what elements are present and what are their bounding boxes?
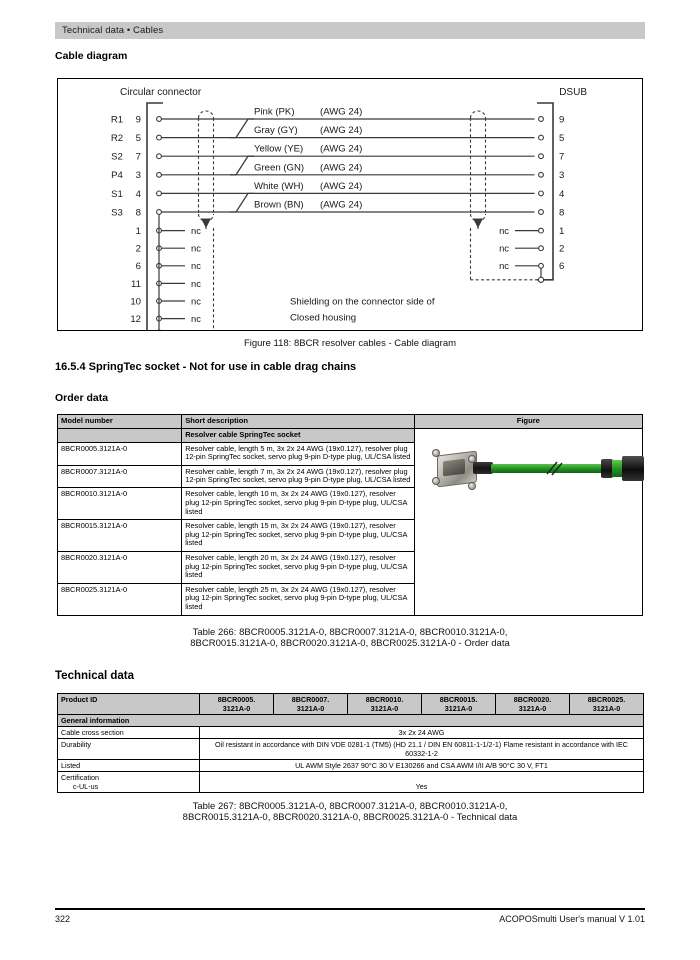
cell-description: Resolver cable, length 15 m, 3x 2x 24 AWG (19x0.127), resolver plug 12-pin SpringTec socket, servo plug 9-pin D-type plug, UL/CSA listed xyxy=(182,520,414,552)
row-label-certification xyxy=(58,772,200,793)
cell-model-number: 8BCR0020.3121A-0 xyxy=(58,552,182,584)
shielding-note-line2: Closed housing xyxy=(290,312,357,324)
cell-description: Resolver cable, length 7 m, 3x 2x 24 AWG (19x0.127), resolver plug 12-pin SpringTec socket, servo plug 9-pin D-type plug, UL/CSA listed xyxy=(182,465,414,488)
cell-model-number: 8BCR0025.3121A-0 xyxy=(58,583,182,615)
left-nc-pin-number: 11 xyxy=(131,278,141,290)
row-value-durability: Oil resistant in accordance with DIN VDE 0281-1 (TM5) (HD 21.1 / DIN EN 60811-1-1/2-1) Flame resistant in accordance with IEC 60332-1-2 xyxy=(200,739,644,760)
signal-label: R1 xyxy=(110,114,124,126)
wire-awg-label: (AWG 24) xyxy=(320,162,363,174)
wire-color-label: Yellow (YE) xyxy=(254,143,304,155)
cable-diagram-svg xyxy=(58,79,642,330)
product-id-line2: 3121A-0 xyxy=(370,704,399,713)
right-pin-number: 9 xyxy=(559,114,565,126)
certification-label: Certification xyxy=(61,773,99,782)
cell-description: Resolver cable, length 25 m, 3x 2x 24 AWG (19x0.127), resolver plug 12-pin SpringTec socket, servo plug 9-pin D-type plug, UL/CSA listed xyxy=(182,583,414,615)
signal-label: S3 xyxy=(111,207,123,219)
left-pin-number: 8 xyxy=(135,207,141,219)
cell-model-number: 8BCR0005.3121A-0 xyxy=(58,442,182,465)
group-row-general-information: General information xyxy=(58,715,644,727)
product-id-line1: 8BCR0007. xyxy=(291,695,330,704)
right-pin-number: 4 xyxy=(559,188,565,200)
wire-color-label: Pink (PK) xyxy=(254,106,295,118)
row-label-durability: Durability xyxy=(58,739,200,760)
nc-label: nc xyxy=(191,242,201,254)
product-id-line1: 8BCR0015. xyxy=(439,695,478,704)
column-header-product-2 xyxy=(348,694,422,715)
table-header-row xyxy=(58,694,644,715)
order-data-heading: Order data xyxy=(55,392,109,404)
springtec-plug-body xyxy=(622,456,644,481)
table-267-caption-line2: 8BCR0015.3121A-0, 8BCR0020.3121A-0, 8BCR0025.3121A-0 - Technical data xyxy=(182,812,518,823)
cable-break-symbol xyxy=(543,457,567,481)
row-value-certification: Yes xyxy=(200,772,644,793)
left-pin-number: 4 xyxy=(135,188,141,200)
nc-label: nc xyxy=(499,260,509,272)
product-id-line2: 3121A-0 xyxy=(518,704,547,713)
nc-label: nc xyxy=(191,277,201,289)
left-pin-number: 9 xyxy=(135,114,141,126)
nc-label: nc xyxy=(191,313,201,324)
product-id-line2: 3121A-0 xyxy=(592,704,621,713)
right-pin-number: 3 xyxy=(559,170,565,182)
table-267-caption-line1: Table 267: 8BCR0005.3121A-0, 8BCR0007.3121A-0, 8BCR0010.3121A-0, xyxy=(192,801,508,812)
column-header-product-0 xyxy=(200,694,274,715)
row-label-listed: Listed xyxy=(58,760,200,772)
dsub-screw-icon xyxy=(432,449,440,457)
left-nc-pin-number: 12 xyxy=(130,314,141,325)
footer-rule xyxy=(55,908,645,910)
order-data-table xyxy=(57,414,643,616)
cable-diagram-figure xyxy=(57,78,643,331)
column-header-product-5 xyxy=(570,694,644,715)
left-nc-pin-number: 1 xyxy=(135,226,141,237)
nc-label: nc xyxy=(191,260,201,272)
shielding-note-line1: Shielding on the connector side of xyxy=(290,296,435,308)
column-header-product-id: Product ID xyxy=(58,694,200,715)
row-value-cable-cross-section: 3x 2x 24 AWG xyxy=(200,727,644,739)
page-number: 322 xyxy=(55,914,71,924)
dsub-screw-icon xyxy=(468,482,476,490)
table-row xyxy=(58,772,644,793)
table-266-caption-line1: Table 266: 8BCR0005.3121A-0, 8BCR0007.3121A-0, 8BCR0010.3121A-0, xyxy=(192,627,508,638)
cable-diagram-heading: Cable diagram xyxy=(55,50,128,62)
cable-product-photo xyxy=(415,429,642,615)
product-id-line1: 8BCR0005. xyxy=(217,695,256,704)
column-header-description: Short description xyxy=(182,415,414,429)
nc-label: nc xyxy=(499,242,509,254)
wire-awg-label: (AWG 24) xyxy=(320,106,363,118)
nc-label: nc xyxy=(499,225,509,236)
dsub-connector-face xyxy=(443,458,465,476)
springtec-plug-band xyxy=(612,460,623,477)
table-header-row xyxy=(58,415,643,429)
column-header-model: Model number xyxy=(58,415,182,429)
wire-color-label: Green (GN) xyxy=(254,162,305,174)
right-nc-pin-number: 2 xyxy=(559,243,565,255)
wire-awg-label: (AWG 24) xyxy=(320,143,363,155)
cell-description: Resolver cable, length 20 m, 3x 2x 24 AWG (19x0.127), resolver plug 12-pin SpringTec socket, servo plug 9-pin D-type plug, UL/CSA listed xyxy=(182,552,414,584)
product-id-line1: 8BCR0020. xyxy=(513,695,552,704)
group-row-spacer xyxy=(58,428,182,442)
table-row xyxy=(58,760,644,772)
left-pin-number: 7 xyxy=(135,151,141,163)
technical-data-table xyxy=(57,693,644,793)
signal-label: S2 xyxy=(111,151,123,163)
signal-label: R2 xyxy=(110,133,124,144)
right-pin-number: 5 xyxy=(559,133,565,144)
wire-awg-label: (AWG 24) xyxy=(320,180,363,192)
nc-label: nc xyxy=(191,295,201,307)
product-id-line2: 3121A-0 xyxy=(296,704,325,713)
section-heading: 16.5.4 SpringTec socket - Not for use in cable drag chains xyxy=(55,361,357,373)
left-connector-title: Circular connector xyxy=(120,87,202,98)
wire-color-label: Gray (GY) xyxy=(254,125,298,137)
product-id-line2: 3121A-0 xyxy=(444,704,473,713)
column-header-product-3 xyxy=(422,694,496,715)
cell-description: Resolver cable, length 5 m, 3x 2x 24 AWG (19x0.127), resolver plug 12-pin SpringTec socket, servo plug 9-pin D-type plug, UL/CSA listed xyxy=(182,442,414,465)
product-id-line1: 8BCR0010. xyxy=(365,695,404,704)
cell-description: Resolver cable, length 10 m, 3x 2x 24 AWG (19x0.127), resolver plug 12-pin SpringTec socket, servo plug 9-pin D-type plug, UL/CSA listed xyxy=(182,488,414,520)
row-label-cable-cross-section: Cable cross section xyxy=(58,727,200,739)
column-header-product-4 xyxy=(496,694,570,715)
left-pin-number: 3 xyxy=(135,170,141,182)
wire-color-label: White (WH) xyxy=(254,180,304,192)
table-group-row xyxy=(58,428,643,442)
cell-model-number: 8BCR0007.3121A-0 xyxy=(58,465,182,488)
product-id-line2: 3121A-0 xyxy=(222,704,251,713)
column-header-product-1 xyxy=(274,694,348,715)
column-header-figure: Figure xyxy=(414,415,642,429)
group-row-label: Resolver cable SpringTec socket xyxy=(182,428,414,442)
footer-manual-title: ACOPOSmulti User's manual V 1.01 xyxy=(499,914,645,924)
wire-awg-label: (AWG 24) xyxy=(320,125,363,137)
row-value-listed: UL AWM Style 2637 90°C 30 V E130266 and CSA AWM I/II A/B 90°C 30 V, FT1 xyxy=(200,760,644,772)
right-pin-number: 7 xyxy=(559,151,565,163)
nc-label: nc xyxy=(191,225,201,236)
signal-label: S1 xyxy=(111,188,123,200)
left-nc-pin-number: 10 xyxy=(130,296,141,308)
wire-color-label: Brown (BN) xyxy=(254,199,304,211)
figure-118-caption: Figure 118: 8BCR resolver cables - Cable diagram xyxy=(243,338,457,349)
table-group-row xyxy=(58,715,644,727)
running-header: Technical data • Cables xyxy=(55,22,645,39)
right-connector-title: DSUB xyxy=(559,87,587,98)
technical-data-heading: Technical data xyxy=(55,670,135,682)
cell-model-number: 8BCR0010.3121A-0 xyxy=(58,488,182,520)
left-nc-pin-number: 2 xyxy=(135,243,141,255)
left-pin-number: 5 xyxy=(135,133,141,144)
table-267-caption xyxy=(0,801,700,823)
table-row xyxy=(58,727,644,739)
left-nc-pin-number: 6 xyxy=(135,261,141,273)
right-nc-pin-number: 6 xyxy=(559,261,565,273)
right-nc-pin-number: 1 xyxy=(559,226,565,237)
cable-boot xyxy=(473,462,493,474)
certification-sub-label: c-UL-us xyxy=(73,782,99,791)
cell-model-number: 8BCR0015.3121A-0 xyxy=(58,520,182,552)
table-row xyxy=(58,739,644,760)
right-pin-number: 8 xyxy=(559,207,565,219)
product-figure-cell xyxy=(414,428,642,615)
dsub-screw-icon xyxy=(432,477,440,485)
table-266-caption-line2: 8BCR0015.3121A-0, 8BCR0020.3121A-0, 8BCR0025.3121A-0 - Order data xyxy=(190,638,510,649)
table-266-caption xyxy=(0,627,700,649)
product-id-line1: 8BCR0025. xyxy=(587,695,626,704)
wire-awg-label: (AWG 24) xyxy=(320,199,363,211)
signal-label: P4 xyxy=(111,170,123,182)
